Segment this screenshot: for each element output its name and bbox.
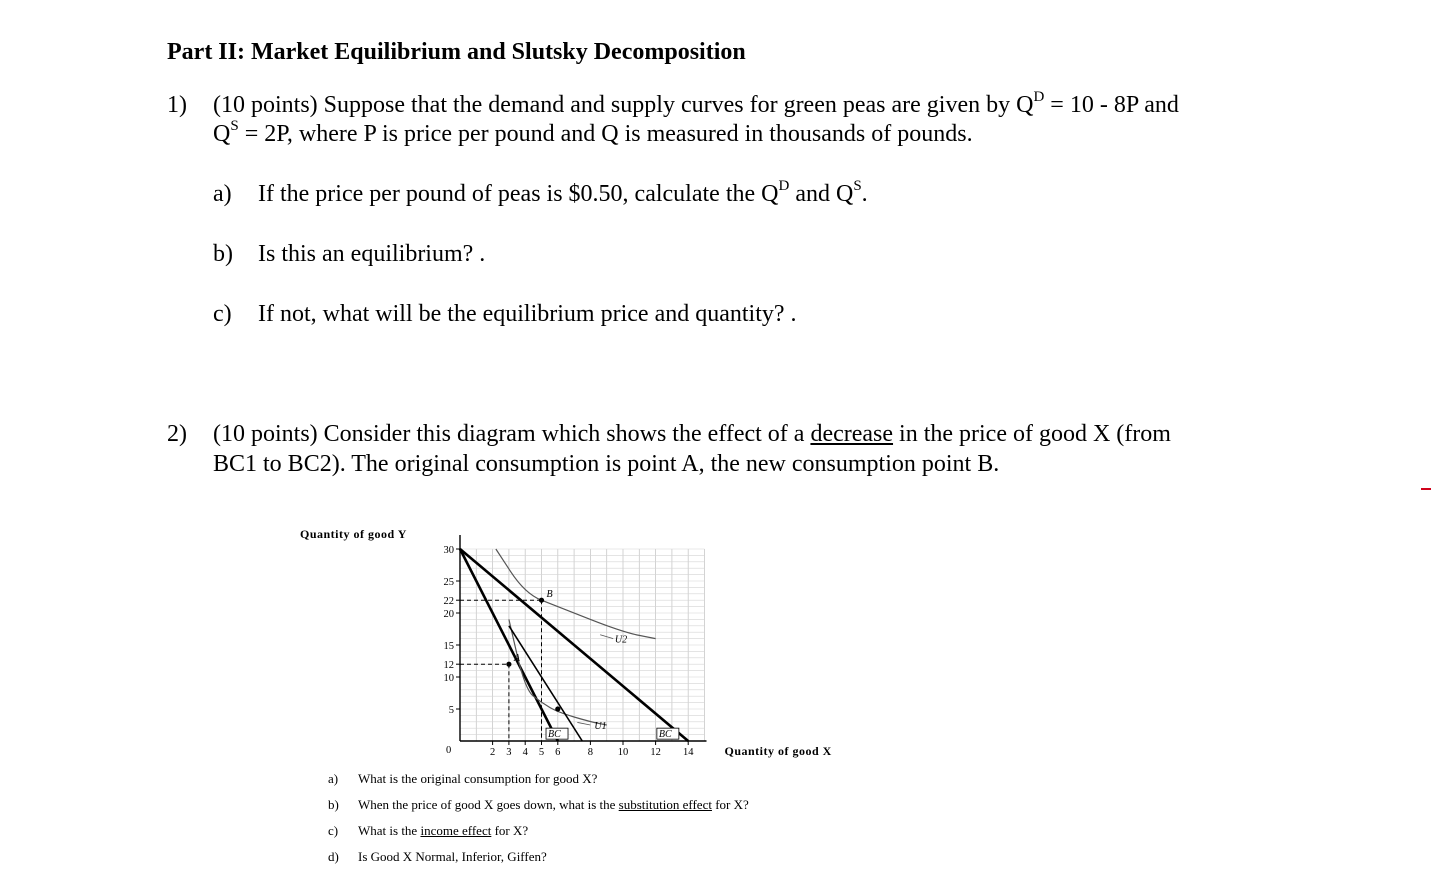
x-tick-label: 6 xyxy=(555,747,561,758)
y-tick-label: 12 xyxy=(443,660,454,672)
question-1c-text: If not, what will be the equilibrium price and quantity? . xyxy=(258,301,797,327)
page-title: Part II: Market Equilibrium and Slutsky Decomposition xyxy=(167,39,746,65)
point-label-a: A xyxy=(513,653,521,665)
question-2a: a) What is the original consumption for good X? xyxy=(328,771,598,786)
x-tick-label: 4 xyxy=(522,747,528,758)
budget-label-bc1: BC xyxy=(548,729,561,741)
question-1-number: 1) xyxy=(167,92,187,118)
question-1-line-2: $Q^S = 2P$, where P is price per pound and Q is measured in thousands of pounds. xyxy=(213,118,973,147)
x-axis-label: Quantity of good X xyxy=(724,744,832,758)
question-2b: b) When the price of good X goes down, what is the substitution effect for X? xyxy=(328,797,749,812)
question-1-line-1: (10 points) Suppose that the demand and supply curves for green peas are given by $Q^D = 10 - 8P$ and xyxy=(213,89,1179,118)
y-tick-label: 10 xyxy=(443,673,454,684)
question-1c-label: c) xyxy=(213,301,232,327)
x-tick-label: 2 xyxy=(489,747,496,758)
y-tick-label: 20 xyxy=(443,609,454,620)
x-tick-label: 10 xyxy=(617,747,629,758)
curve-label-u1-leader xyxy=(577,722,590,725)
consumption-point xyxy=(539,598,544,603)
question-1b-text: Is this an equilibrium? . xyxy=(258,241,486,267)
question-2-line-1: (10 points) Consider this diagram which shows the effect of a decrease in the price of good X (from xyxy=(213,421,1171,447)
question-2d: d) Is Good X Normal, Inferior, Giffen? xyxy=(328,849,547,864)
red-pen-mark xyxy=(1421,488,1431,490)
consumption-point xyxy=(506,662,511,667)
y-tick-label: 5 xyxy=(448,705,454,716)
budget-label-bc2: BC xyxy=(658,729,672,741)
y-tick-label: 30 xyxy=(443,545,454,556)
y-tick-label: 25 xyxy=(443,577,454,588)
y-tick-label: 15 xyxy=(443,641,454,652)
consumption-point xyxy=(555,706,560,711)
x-tick-label: 14 xyxy=(682,747,694,758)
x-tick-label: 8 xyxy=(587,747,594,758)
question-2c: c) What is the income effect for X? xyxy=(328,823,529,838)
y-axis-label: Quantity of good Y xyxy=(300,527,407,541)
curve-label-u1: U1 xyxy=(594,721,607,732)
x-tick-label: 3 xyxy=(506,747,512,758)
question-2-line-2: BC1 to BC2). The original consumption is point A, the new consumption point B. xyxy=(213,451,1000,477)
question-2-number: 2) xyxy=(167,421,187,447)
question-1a-label: a) xyxy=(213,181,232,207)
origin-label: 0 xyxy=(446,745,452,756)
slutsky-diagram xyxy=(290,520,870,765)
curve-label-u2: U2 xyxy=(614,634,628,646)
y-tick-label: 22 xyxy=(443,596,454,608)
x-tick-label: 12 xyxy=(650,747,661,758)
x-tick-label: 5 xyxy=(538,747,545,758)
question-1a-text: If the price per pound of peas is $0.50, calculate the $Q^D$ and $Q^S$. xyxy=(258,178,868,207)
point-label-b: B xyxy=(546,589,553,601)
question-1b-label: b) xyxy=(213,241,233,267)
